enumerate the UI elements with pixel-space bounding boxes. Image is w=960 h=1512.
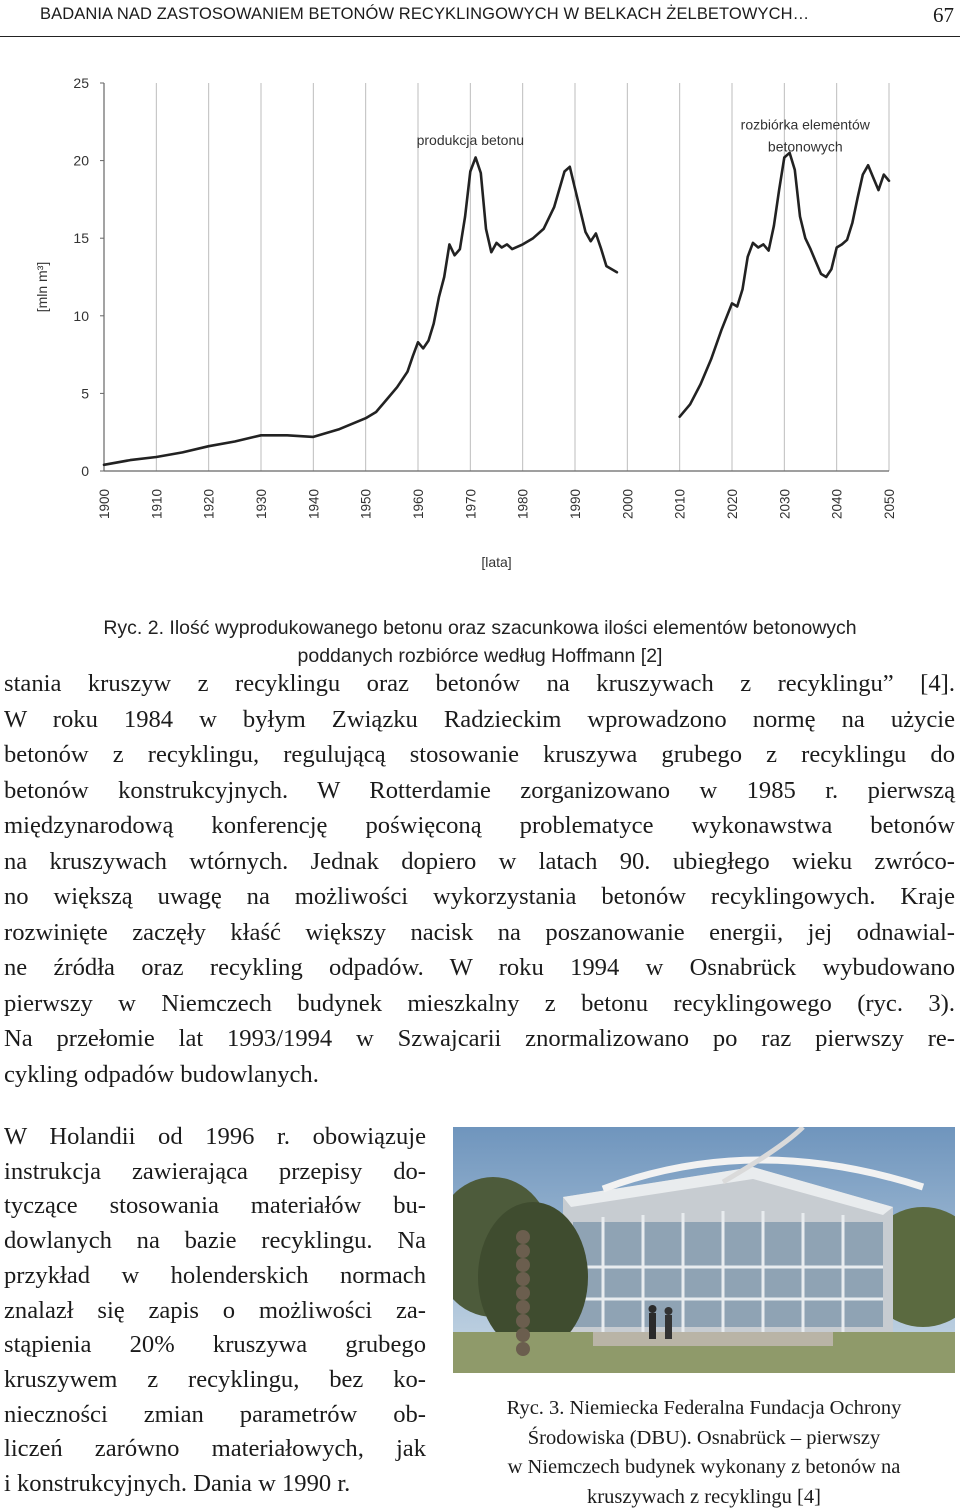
left-column-line: dowlanych na bazie recyklingu. Na <box>4 1224 426 1259</box>
body-line: rozwinięte zaczęły kłaść większy nacisk na poszanowanie energii, jej odnawial- <box>4 915 955 951</box>
annotation-label: produkcja betonu <box>417 132 524 148</box>
left-column-line: liczeń zarówno materiałowych, jak <box>4 1432 426 1467</box>
y-tick-label: 0 <box>81 463 89 479</box>
y-tick-label: 15 <box>73 230 89 246</box>
annotation-label: betonowych <box>768 139 843 155</box>
body-line: międzynarodową konferencję poświęconą problematyce wykonawstwa betonów <box>4 808 955 844</box>
left-column-line: tyczące stosowania materiałów bu- <box>4 1189 426 1224</box>
left-column-line: znalazł się zapis o możliwości za- <box>4 1294 426 1329</box>
x-tick-label: 1930 <box>254 489 269 519</box>
y-tick-label: 5 <box>81 385 89 401</box>
annotation-label: rozbiórka elementów <box>741 117 871 133</box>
x-tick-label: 2050 <box>882 489 897 519</box>
x-tick-label: 2020 <box>725 489 740 519</box>
concrete-volume-chart <box>0 60 960 610</box>
dbu-building-photo <box>453 1127 955 1373</box>
x-tick-label: 1920 <box>202 489 217 519</box>
x-tick-label: 1900 <box>97 489 112 519</box>
body-paragraph <box>4 666 955 1092</box>
figure-2-caption <box>0 614 960 670</box>
x-tick-label: 1960 <box>411 489 426 519</box>
body-line: cykling odpadów budowlanych. <box>4 1057 955 1093</box>
x-tick-label: 1950 <box>359 489 374 519</box>
figure-3-caption-line: w Niemczech budynek wykonany z betonów na <box>453 1453 955 1483</box>
body-line: na kruszywach wtórnych. Jednak dopiero w latach 90. ubiegłego wieku zwróco- <box>4 844 955 880</box>
page-number: 67 <box>933 3 954 28</box>
left-column-line: przykład w holenderskich normach <box>4 1259 426 1294</box>
left-column-paragraph <box>4 1120 426 1502</box>
running-title: BADANIA NAD ZASTOSOWANIEM BETONÓW RECYKLINGOWYCH W BELKACH ŻELBETOWYCH… <box>40 5 809 24</box>
series-line-1 <box>104 158 617 465</box>
x-tick-label: 1940 <box>306 489 321 519</box>
y-axis-label: [mln m³] <box>34 262 50 313</box>
left-column-line: nieczności zmian parametrów ob- <box>4 1398 426 1433</box>
body-line: W roku 1984 w byłym Związku Radzieckim wprowadzono normę na użycie <box>4 702 955 738</box>
figure-2-caption-line: poddanych rozbiórce według Hoffmann [2] <box>0 642 960 670</box>
y-tick-label: 25 <box>73 75 89 91</box>
body-line: stania kruszyw z recyklingu oraz betonów na kruszywach z recyklingu” [4]. <box>4 666 955 702</box>
left-column-line: kruszywem z recyklingu, bez ko- <box>4 1363 426 1398</box>
x-tick-label: 1990 <box>568 489 583 519</box>
left-column-line: stąpienia 20% kruszywa grubego <box>4 1328 426 1363</box>
body-line: no większą uwagę na możliwości wykorzystania betonów recyklingowych. Kraje <box>4 879 955 915</box>
figure-2-caption-line: Ryc. 2. Ilość wyprodukowanego betonu oraz szacunkowa ilości elementów betonowych <box>0 614 960 642</box>
building-illustration <box>453 1127 955 1373</box>
x-tick-label: 1910 <box>149 489 164 519</box>
figure-3-caption-line: Środowiska (DBU). Osnabrück – pierwszy <box>453 1424 955 1454</box>
x-tick-label: 2010 <box>673 489 688 519</box>
x-axis-label: [lata] <box>481 554 511 570</box>
body-line: ne źródła oraz recykling odpadów. W roku 1994 w Osnabrück wybudowano <box>4 950 955 986</box>
x-tick-label: 1980 <box>516 489 531 519</box>
left-column-line: i konstrukcyjnych. Dania w 1990 r. <box>4 1467 426 1502</box>
figure-3-caption-line: kruszywach z recyklingu [4] <box>453 1483 955 1512</box>
x-tick-label: 2030 <box>777 489 792 519</box>
y-tick-label: 10 <box>73 308 89 324</box>
figure-3-caption <box>453 1394 955 1512</box>
left-column-line: W Holandii od 1996 r. obowiązuje <box>4 1120 426 1155</box>
x-tick-label: 2040 <box>830 489 845 519</box>
body-line: betonów z recyklingu, regulującą stosowanie kruszywa grubego z recyklingu do <box>4 737 955 773</box>
x-tick-label: 1970 <box>463 489 478 519</box>
chart-labels <box>34 75 897 570</box>
body-line: Na przełomie lat 1993/1994 w Szwajcarii znormalizowano po raz pierwszy re- <box>4 1021 955 1057</box>
y-tick-label: 20 <box>73 153 89 169</box>
left-column-line: instrukcja zawierająca przepisy do- <box>4 1155 426 1190</box>
figure-3-caption-line: Ryc. 3. Niemiecka Federalna Fundacja Ochrony <box>453 1394 955 1424</box>
body-line: pierwszy w Niemczech budynek mieszkalny z betonu recyklingowego (ryc. 3). <box>4 986 955 1022</box>
x-tick-label: 2000 <box>620 489 635 519</box>
running-header <box>0 0 960 37</box>
chart-series <box>104 153 889 465</box>
body-line: betonów konstrukcyjnych. W Rotterdamie zorganizowano w 1985 r. pierwszą <box>4 773 955 809</box>
